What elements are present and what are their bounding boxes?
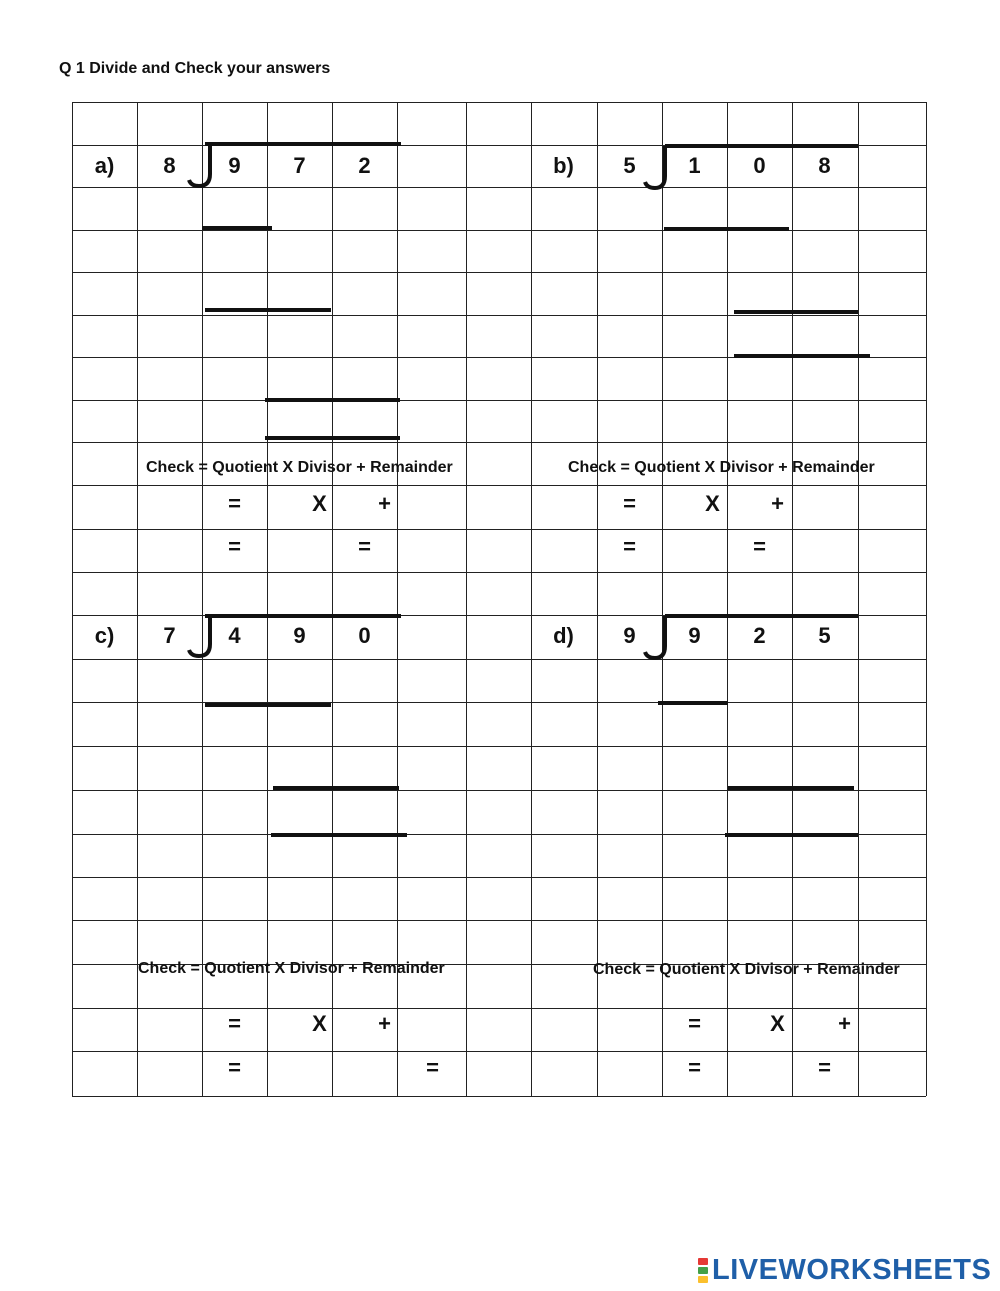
problem-b-digit-2: 0 [753,153,766,178]
problem-c-label: c) [94,623,115,648]
division-bracket-d [637,612,677,664]
grid-hline [72,230,926,231]
grid-hline [72,529,926,530]
answer-rule-line [273,786,399,790]
check-b-times: X [705,490,720,516]
check-d-times: X [770,1010,785,1036]
problem-c-digit-3: 0 [358,623,371,648]
grid-hline [72,102,926,103]
check-c-equals-2: = [228,1054,241,1080]
check-d-plus: + [838,1010,851,1036]
answer-rule-line [664,227,789,231]
problem-a-digit-3: 2 [358,153,371,178]
answer-rule-line [205,308,331,312]
problem-c-divisor: 7 [163,623,176,648]
grid-hline [72,790,926,791]
grid-hline [72,315,926,316]
question-title: Q 1 Divide and Check your answers [59,60,331,77]
check-formula-d: Check = Quotient X Divisor + Remainder [593,961,900,978]
check-a-equals-3: = [358,533,371,559]
check-formula-c: Check = Quotient X Divisor + Remainder [138,960,445,977]
grid-vline [926,102,927,1096]
brand-logo [698,1254,991,1287]
answer-rule-line [205,703,331,707]
grid-vline [531,102,532,1096]
check-c-times: X [312,1010,327,1036]
grid-vline [137,102,138,1096]
check-formula-a: Check = Quotient X Divisor + Remainder [146,459,453,476]
problem-a-divisor: 8 [163,153,176,178]
answer-rule-line [658,701,728,705]
grid-vline [792,102,793,1096]
check-c-equals-1: = [228,1010,241,1036]
grid-hline [72,920,926,921]
grid-vline [397,102,398,1096]
problem-b-digit-3: 8 [818,153,831,178]
grid-hline [72,442,926,443]
problem-d-digit-2: 2 [753,623,766,648]
grid-hline [72,746,926,747]
answer-rule-line [728,786,854,790]
problem-b-label: b) [553,153,574,178]
logo-blocks-icon [698,1258,708,1283]
grid-vline [466,102,467,1096]
grid-vline [72,102,73,1096]
division-bracket-b [637,142,677,194]
check-b-equals-1: = [623,490,636,516]
problem-d-digit-1: 9 [688,623,701,648]
grid-hline [72,572,926,573]
grid-vline [267,102,268,1096]
answer-rule-line [202,226,272,230]
grid-hline [72,702,926,703]
answer-rule-line [734,354,870,358]
check-a-equals-1: = [228,490,241,516]
check-c-plus: + [378,1010,391,1036]
grid-hline [72,272,926,273]
problem-b-digit-1: 1 [688,153,701,178]
problem-d-label: d) [553,623,574,648]
check-c-equals-3: = [426,1054,439,1080]
grid-vline [662,102,663,1096]
problem-a-digit-2: 7 [293,153,306,178]
grid-vline [202,102,203,1096]
grid-vline [597,102,598,1096]
problem-c-digit-1: 4 [228,623,241,648]
check-b-equals-2: = [623,533,636,559]
check-b-equals-3: = [753,533,766,559]
grid-hline [72,877,926,878]
check-a-equals-2: = [228,533,241,559]
answer-rule-line [265,398,400,402]
problem-a-label: a) [94,153,115,178]
grid-hline [72,1096,926,1097]
check-a-plus: + [378,490,391,516]
grid-vline [727,102,728,1096]
grid-vline [332,102,333,1096]
problem-a-digit-1: 9 [228,153,241,178]
problem-d-digit-3: 5 [818,623,831,648]
problem-b-divisor: 5 [623,153,636,178]
division-bracket-c [177,610,217,662]
check-d-equals-1: = [688,1010,701,1036]
grid-hline [72,400,926,401]
check-formula-b: Check = Quotient X Divisor + Remainder [568,459,875,476]
brand-name: LIVEWORKSHEETS [712,1254,992,1286]
check-a-times: X [312,490,327,516]
check-d-equals-3: = [818,1054,831,1080]
problem-c-digit-2: 9 [293,623,306,648]
division-bracket-a [177,140,217,192]
answer-rule-line [271,833,407,837]
answer-rule-line [734,310,858,314]
check-b-plus: + [771,490,784,516]
check-d-equals-2: = [688,1054,701,1080]
answer-rule-line [725,833,858,837]
worksheet-grid [72,102,926,1096]
answer-rule-line [265,436,400,440]
grid-vline [858,102,859,1096]
problem-d-divisor: 9 [623,623,636,648]
